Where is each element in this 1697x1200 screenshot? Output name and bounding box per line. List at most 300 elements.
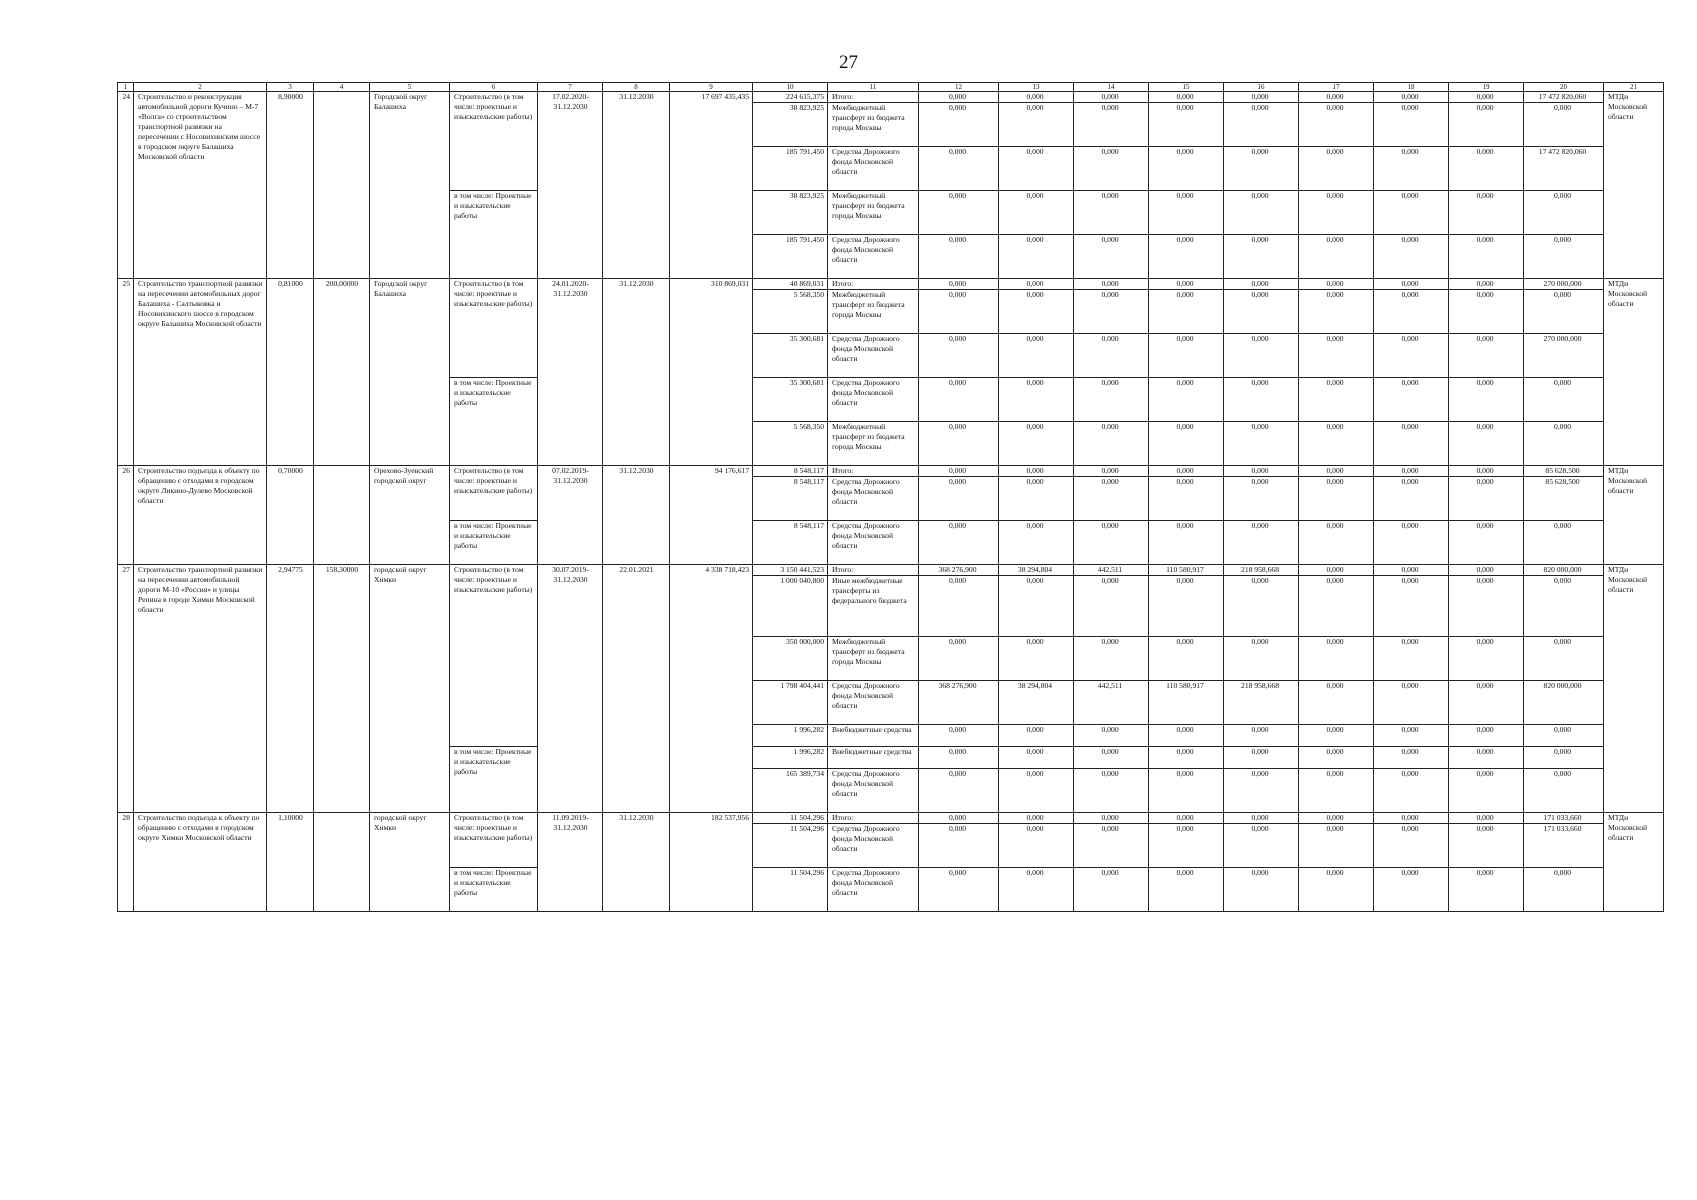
year-amount: 0,000	[1074, 637, 1149, 681]
year-amount: 0,000	[1299, 235, 1374, 279]
year-amount: 0,000	[1374, 477, 1449, 521]
year-amount: 0,000	[1224, 191, 1299, 235]
year-amount: 0,000	[1149, 521, 1224, 565]
year-amount: 0,000	[1224, 279, 1299, 290]
year-amount: 0,000	[1149, 868, 1224, 912]
start-date: 17.02.2020-31.12.2030	[538, 92, 603, 279]
funding-total: 35 300,681	[753, 378, 828, 422]
year-amount: 368 276,900	[919, 565, 999, 576]
year-amount: 0,000	[1074, 466, 1149, 477]
funding-source: Итого:	[828, 813, 919, 824]
funding-total: 185 791,450	[753, 235, 828, 279]
table-row	[118, 279, 1664, 290]
year-amount: 0,000	[919, 103, 999, 147]
funding-source: Межбюджетный трансферт из бюджета города Москвы	[828, 637, 919, 681]
funding-source: Межбюджетный трансферт из бюджета города Москвы	[828, 422, 919, 466]
year-amount: 0,000	[1449, 92, 1524, 103]
funding-source: Иные межбюджетные трансферты из федерального бюджета	[828, 576, 919, 637]
year-amount: 270 000,000	[1524, 279, 1604, 290]
year-amount: 0,000	[1149, 813, 1224, 824]
year-amount: 368 276,900	[919, 681, 999, 725]
year-amount: 0,000	[1149, 725, 1224, 747]
executor: МТДи Московской области	[1604, 279, 1664, 466]
year-amount: 0,000	[1299, 868, 1374, 912]
column-number: 9	[670, 83, 753, 92]
year-amount: 110 580,917	[1149, 681, 1224, 725]
year-amount: 0,000	[919, 769, 999, 813]
year-amount: 0,000	[1299, 747, 1374, 769]
year-amount: 0,000	[1374, 813, 1449, 824]
year-amount: 0,000	[1374, 378, 1449, 422]
year-amount: 85 628,500	[1524, 466, 1604, 477]
estimated-cost: 182 537,956	[670, 813, 753, 912]
year-amount: 0,000	[1224, 92, 1299, 103]
year-amount: 218 958,668	[1224, 681, 1299, 725]
end-date: 31.12.2030	[603, 813, 670, 912]
year-amount: 0,000	[919, 279, 999, 290]
funding-total: 350 000,000	[753, 637, 828, 681]
year-amount: 0,000	[1374, 576, 1449, 637]
funding-source: Средства Дорожного фонда Московской области	[828, 824, 919, 868]
year-amount: 0,000	[919, 147, 999, 191]
year-amount: 0,000	[1224, 521, 1299, 565]
end-date: 31.12.2030	[603, 466, 670, 565]
year-amount: 0,000	[1449, 334, 1524, 378]
year-amount: 0,000	[1299, 477, 1374, 521]
row-number: 27	[118, 565, 134, 813]
year-amount: 0,000	[1524, 191, 1604, 235]
object-name: Строительство транспортной развязки на пересечении автомобильных дорог Балашиха - Салтыковка и Носовихинского шоссе в городском округе Балашиха Московской области	[134, 279, 267, 466]
year-amount: 0,000	[1374, 747, 1449, 769]
year-amount: 0,000	[1449, 422, 1524, 466]
funding-total: 224 615,375	[753, 92, 828, 103]
year-amount: 0,000	[1074, 235, 1149, 279]
column-number: 20	[1524, 83, 1604, 92]
table-body	[118, 83, 1664, 912]
funding-total: 38 823,925	[753, 103, 828, 147]
column-number: 18	[1374, 83, 1449, 92]
year-amount: 820 000,000	[1524, 565, 1604, 576]
year-amount: 0,000	[1299, 769, 1374, 813]
year-amount: 38 294,804	[999, 565, 1074, 576]
year-amount: 0,000	[1149, 191, 1224, 235]
year-amount: 0,000	[1074, 747, 1149, 769]
funding-source: Средства Дорожного фонда Московской области	[828, 477, 919, 521]
year-amount: 442,511	[1074, 565, 1149, 576]
year-amount: 0,000	[1524, 576, 1604, 637]
funding-source: Межбюджетный трансферт из бюджета города Москвы	[828, 290, 919, 334]
municipality: городской округ Химки	[370, 813, 450, 912]
year-amount: 0,000	[1374, 103, 1449, 147]
end-date: 31.12.2030	[603, 279, 670, 466]
year-amount: 0,000	[1074, 521, 1149, 565]
funding-total: 11 504,296	[753, 824, 828, 868]
funding-source: Средства Дорожного фонда Московской области	[828, 769, 919, 813]
funding-source: Итого:	[828, 565, 919, 576]
year-amount: 0,000	[1449, 769, 1524, 813]
year-amount: 0,000	[1149, 147, 1224, 191]
year-amount: 0,000	[999, 637, 1074, 681]
year-amount: 0,000	[1299, 191, 1374, 235]
funding-total: 11 504,296	[753, 868, 828, 912]
end-date: 22.01.2021	[603, 565, 670, 813]
year-amount: 0,000	[1149, 378, 1224, 422]
table-row	[118, 813, 1664, 824]
funding-total: 8 548,117	[753, 521, 828, 565]
year-amount: 0,000	[919, 191, 999, 235]
funding-source: Внебюджетные средства	[828, 725, 919, 747]
page-number: 27	[839, 52, 858, 73]
column-number: 8	[603, 83, 670, 92]
year-amount: 0,000	[1074, 290, 1149, 334]
year-amount: 0,000	[1299, 466, 1374, 477]
year-amount: 0,000	[1524, 747, 1604, 769]
start-date: 07.02.2019-31.12.2030	[538, 466, 603, 565]
year-amount: 0,000	[999, 725, 1074, 747]
year-amount: 0,000	[1074, 422, 1149, 466]
year-amount: 0,000	[1524, 103, 1604, 147]
year-amount: 0,000	[999, 378, 1074, 422]
year-amount: 0,000	[1449, 378, 1524, 422]
year-amount: 0,000	[1449, 813, 1524, 824]
year-amount: 0,000	[919, 725, 999, 747]
funding-total: 185 791,450	[753, 147, 828, 191]
work-type: Строительство (в том числе: проектные и изыскательские работы)	[450, 92, 538, 191]
year-amount: 0,000	[1299, 279, 1374, 290]
estimated-cost: 4 338 718,423	[670, 565, 753, 813]
year-amount: 0,000	[919, 466, 999, 477]
funding-source: Межбюджетный трансферт из бюджета города Москвы	[828, 191, 919, 235]
year-amount: 0,000	[1524, 422, 1604, 466]
year-amount: 0,000	[1299, 290, 1374, 334]
year-amount: 0,000	[919, 477, 999, 521]
column-number-row	[118, 83, 1664, 92]
year-amount: 0,000	[919, 290, 999, 334]
year-amount: 0,000	[1449, 235, 1524, 279]
year-amount: 0,000	[1299, 147, 1374, 191]
work-type: Строительство (в том числе: проектные и изыскательские работы)	[450, 279, 538, 378]
row-number: 28	[118, 813, 134, 912]
year-amount: 0,000	[1374, 521, 1449, 565]
year-amount: 85 628,500	[1524, 477, 1604, 521]
length-value: 0,70000	[267, 466, 314, 565]
year-amount: 0,000	[1524, 769, 1604, 813]
work-type: в том числе: Проектные и изыскательские работы	[450, 191, 538, 279]
year-amount: 110 580,917	[1149, 565, 1224, 576]
year-amount: 0,000	[1449, 191, 1524, 235]
length-value: 2,94775	[267, 565, 314, 813]
funding-total: 38 823,925	[753, 191, 828, 235]
funding-source: Итого:	[828, 92, 919, 103]
year-amount: 0,000	[1149, 466, 1224, 477]
year-amount: 0,000	[919, 521, 999, 565]
year-amount: 0,000	[1224, 103, 1299, 147]
year-amount: 0,000	[1224, 378, 1299, 422]
funding-total: 1 000 040,800	[753, 576, 828, 637]
start-date: 11.09.2019-31.12.2030	[538, 813, 603, 912]
year-amount: 0,000	[999, 868, 1074, 912]
year-amount: 0,000	[1224, 576, 1299, 637]
year-amount: 0,000	[1299, 334, 1374, 378]
year-amount: 0,000	[919, 92, 999, 103]
year-amount: 0,000	[1074, 868, 1149, 912]
year-amount: 0,000	[1224, 290, 1299, 334]
column-number: 3	[267, 83, 314, 92]
year-amount: 0,000	[1074, 378, 1149, 422]
funding-total: 5 568,350	[753, 290, 828, 334]
year-amount: 0,000	[1449, 521, 1524, 565]
year-amount: 0,000	[999, 747, 1074, 769]
funding-source: Итого:	[828, 466, 919, 477]
year-amount: 0,000	[1374, 868, 1449, 912]
year-amount: 0,000	[999, 521, 1074, 565]
year-amount: 0,000	[1074, 334, 1149, 378]
year-amount: 0,000	[1074, 576, 1149, 637]
estimated-cost: 94 176,617	[670, 466, 753, 565]
year-amount: 0,000	[1374, 681, 1449, 725]
year-amount: 0,000	[999, 576, 1074, 637]
year-amount: 0,000	[1374, 725, 1449, 747]
funding-source: Средства Дорожного фонда Московской области	[828, 147, 919, 191]
year-amount: 0,000	[999, 477, 1074, 521]
funding-source: Средства Дорожного фонда Московской области	[828, 681, 919, 725]
year-amount: 0,000	[1524, 868, 1604, 912]
object-name: Строительство и реконструкция автомобильной дороги Кучино – М-7 «Волга» со строительством транспортной развязки на пересечении с Носовихинским шоссе в городском округе Балашиха Московской области	[134, 92, 267, 279]
municipality: Городской округ Балашиха	[370, 92, 450, 279]
year-amount: 0,000	[1074, 477, 1149, 521]
year-amount: 0,000	[1449, 103, 1524, 147]
year-amount: 0,000	[1449, 290, 1524, 334]
year-amount: 0,000	[1299, 521, 1374, 565]
column-number: 15	[1149, 83, 1224, 92]
year-amount: 270 000,000	[1524, 334, 1604, 378]
funding-total: 165 389,734	[753, 769, 828, 813]
year-amount: 38 294,804	[999, 681, 1074, 725]
funding-source: Средства Дорожного фонда Московской области	[828, 521, 919, 565]
year-amount: 0,000	[1224, 824, 1299, 868]
executor: МТДи Московской области	[1604, 813, 1664, 912]
year-amount: 0,000	[1224, 422, 1299, 466]
year-amount: 0,000	[919, 576, 999, 637]
year-amount: 0,000	[1524, 378, 1604, 422]
year-amount: 0,000	[1374, 279, 1449, 290]
year-amount: 0,000	[1449, 725, 1524, 747]
year-amount: 0,000	[919, 378, 999, 422]
year-amount: 0,000	[1374, 290, 1449, 334]
year-amount: 0,000	[1299, 103, 1374, 147]
column-number: 17	[1299, 83, 1374, 92]
work-type: в том числе: Проектные и изыскательские работы	[450, 521, 538, 565]
year-amount: 0,000	[1149, 235, 1224, 279]
year-amount: 0,000	[999, 92, 1074, 103]
year-amount: 0,000	[919, 637, 999, 681]
year-amount: 0,000	[1299, 725, 1374, 747]
year-amount: 0,000	[1449, 477, 1524, 521]
year-amount: 0,000	[1224, 466, 1299, 477]
estimated-cost: 17 697 435,435	[670, 92, 753, 279]
start-date: 24.01.2020-31.12.2030	[538, 279, 603, 466]
start-date: 30.07.2019-31.12.2030	[538, 565, 603, 813]
year-amount: 0,000	[1149, 334, 1224, 378]
funding-source: Средства Дорожного фонда Московской области	[828, 378, 919, 422]
year-amount: 0,000	[1374, 191, 1449, 235]
year-amount: 0,000	[1449, 279, 1524, 290]
municipality: Городской округ Балашиха	[370, 279, 450, 466]
year-amount: 0,000	[1449, 466, 1524, 477]
work-type: в том числе: Проектные и изыскательские работы	[450, 747, 538, 813]
object-name: Строительство транспортной развязки на пересечении автомобильной дороги М-10 «Россия» и улицы Репина в городе Химки Московской области	[134, 565, 267, 813]
year-amount: 0,000	[1524, 235, 1604, 279]
column-number: 19	[1449, 83, 1524, 92]
municipality: Орехово-Зуевский городской округ	[370, 466, 450, 565]
year-amount: 0,000	[919, 747, 999, 769]
year-amount: 0,000	[1374, 637, 1449, 681]
year-amount: 0,000	[1374, 235, 1449, 279]
work-type: Строительство (в том числе: проектные и изыскательские работы)	[450, 565, 538, 747]
year-amount: 0,000	[999, 813, 1074, 824]
end-date: 31.12.2030	[603, 92, 670, 279]
area-value	[314, 466, 370, 565]
year-amount: 0,000	[1299, 422, 1374, 466]
year-amount: 0,000	[1449, 147, 1524, 191]
year-amount: 0,000	[919, 824, 999, 868]
table-row	[118, 92, 1664, 103]
year-amount: 0,000	[1224, 334, 1299, 378]
year-amount: 17 472 820,060	[1524, 92, 1604, 103]
year-amount: 0,000	[1224, 477, 1299, 521]
year-amount: 0,000	[1149, 477, 1224, 521]
column-number: 2	[134, 83, 267, 92]
column-number: 16	[1224, 83, 1299, 92]
year-amount: 0,000	[1374, 147, 1449, 191]
area-value: 158,30000	[314, 565, 370, 813]
row-number: 26	[118, 466, 134, 565]
year-amount: 0,000	[919, 334, 999, 378]
year-amount: 171 033,660	[1524, 813, 1604, 824]
funding-total: 1 996,282	[753, 725, 828, 747]
length-value: 8,90000	[267, 92, 314, 279]
column-number: 1	[118, 83, 134, 92]
year-amount: 0,000	[999, 334, 1074, 378]
year-amount: 0,000	[1224, 725, 1299, 747]
work-type: в том числе: Проектные и изыскательские работы	[450, 378, 538, 466]
funding-total: 8 548,117	[753, 477, 828, 521]
year-amount: 0,000	[1299, 637, 1374, 681]
year-amount: 0,000	[1374, 565, 1449, 576]
investment-program-table	[117, 82, 1664, 912]
executor: МТДи Московской области	[1604, 92, 1664, 279]
year-amount: 0,000	[1149, 92, 1224, 103]
year-amount: 171 033,660	[1524, 824, 1604, 868]
column-number: 11	[828, 83, 919, 92]
funding-total: 35 300,681	[753, 334, 828, 378]
year-amount: 0,000	[1299, 92, 1374, 103]
year-amount: 0,000	[1149, 747, 1224, 769]
year-amount: 0,000	[919, 235, 999, 279]
column-number: 7	[538, 83, 603, 92]
year-amount: 0,000	[999, 147, 1074, 191]
year-amount: 0,000	[1074, 191, 1149, 235]
year-amount: 0,000	[999, 769, 1074, 813]
year-amount: 0,000	[1374, 769, 1449, 813]
year-amount: 0,000	[999, 235, 1074, 279]
year-amount: 0,000	[1074, 769, 1149, 813]
year-amount: 0,000	[1149, 824, 1224, 868]
year-amount: 442,511	[1074, 681, 1149, 725]
year-amount: 0,000	[1449, 681, 1524, 725]
year-amount: 0,000	[1374, 466, 1449, 477]
funding-total: 40 869,031	[753, 279, 828, 290]
year-amount: 0,000	[1449, 868, 1524, 912]
funding-total: 11 504,296	[753, 813, 828, 824]
work-type: Строительство (в том числе: проектные и изыскательские работы)	[450, 813, 538, 868]
year-amount: 0,000	[1224, 637, 1299, 681]
year-amount: 0,000	[999, 466, 1074, 477]
year-amount: 0,000	[1374, 334, 1449, 378]
year-amount: 0,000	[1074, 813, 1149, 824]
year-amount: 820 000,000	[1524, 681, 1604, 725]
funding-total: 5 568,350	[753, 422, 828, 466]
area-value: 200,00000	[314, 279, 370, 466]
year-amount: 0,000	[1299, 378, 1374, 422]
year-amount: 0,000	[1149, 103, 1224, 147]
municipality: городской округ Химки	[370, 565, 450, 813]
year-amount: 218 958,668	[1224, 565, 1299, 576]
year-amount: 0,000	[1224, 747, 1299, 769]
year-amount: 0,000	[1299, 681, 1374, 725]
year-amount: 0,000	[1074, 92, 1149, 103]
length-value: 1,10000	[267, 813, 314, 912]
year-amount: 0,000	[1149, 576, 1224, 637]
year-amount: 0,000	[1449, 576, 1524, 637]
row-number: 25	[118, 279, 134, 466]
year-amount: 0,000	[1299, 565, 1374, 576]
column-number: 14	[1074, 83, 1149, 92]
year-amount: 0,000	[1074, 279, 1149, 290]
area-value	[314, 813, 370, 912]
year-amount: 0,000	[1524, 521, 1604, 565]
length-value: 0,81000	[267, 279, 314, 466]
year-amount: 0,000	[1149, 279, 1224, 290]
year-amount: 0,000	[1374, 824, 1449, 868]
year-amount: 0,000	[1149, 769, 1224, 813]
year-amount: 0,000	[1224, 147, 1299, 191]
year-amount: 0,000	[1149, 422, 1224, 466]
year-amount: 0,000	[1224, 235, 1299, 279]
year-amount: 0,000	[1074, 725, 1149, 747]
year-amount: 0,000	[1299, 824, 1374, 868]
year-amount: 0,000	[999, 103, 1074, 147]
column-number: 5	[370, 83, 450, 92]
executor: МТДи Московской области	[1604, 565, 1664, 813]
year-amount: 0,000	[1374, 92, 1449, 103]
funding-source: Средства Дорожного фонда Московской области	[828, 334, 919, 378]
work-type: Строительство (в том числе: проектные и изыскательские работы)	[450, 466, 538, 521]
year-amount: 0,000	[1074, 103, 1149, 147]
area-value	[314, 92, 370, 279]
funding-total: 1 798 404,441	[753, 681, 828, 725]
funding-total: 8 548,117	[753, 466, 828, 477]
year-amount: 17 472 820,060	[1524, 147, 1604, 191]
year-amount: 0,000	[919, 868, 999, 912]
year-amount: 0,000	[1149, 637, 1224, 681]
year-amount: 0,000	[1449, 637, 1524, 681]
year-amount: 0,000	[999, 279, 1074, 290]
funding-total: 3 150 441,523	[753, 565, 828, 576]
column-number: 4	[314, 83, 370, 92]
year-amount: 0,000	[1449, 747, 1524, 769]
column-number: 10	[753, 83, 828, 92]
